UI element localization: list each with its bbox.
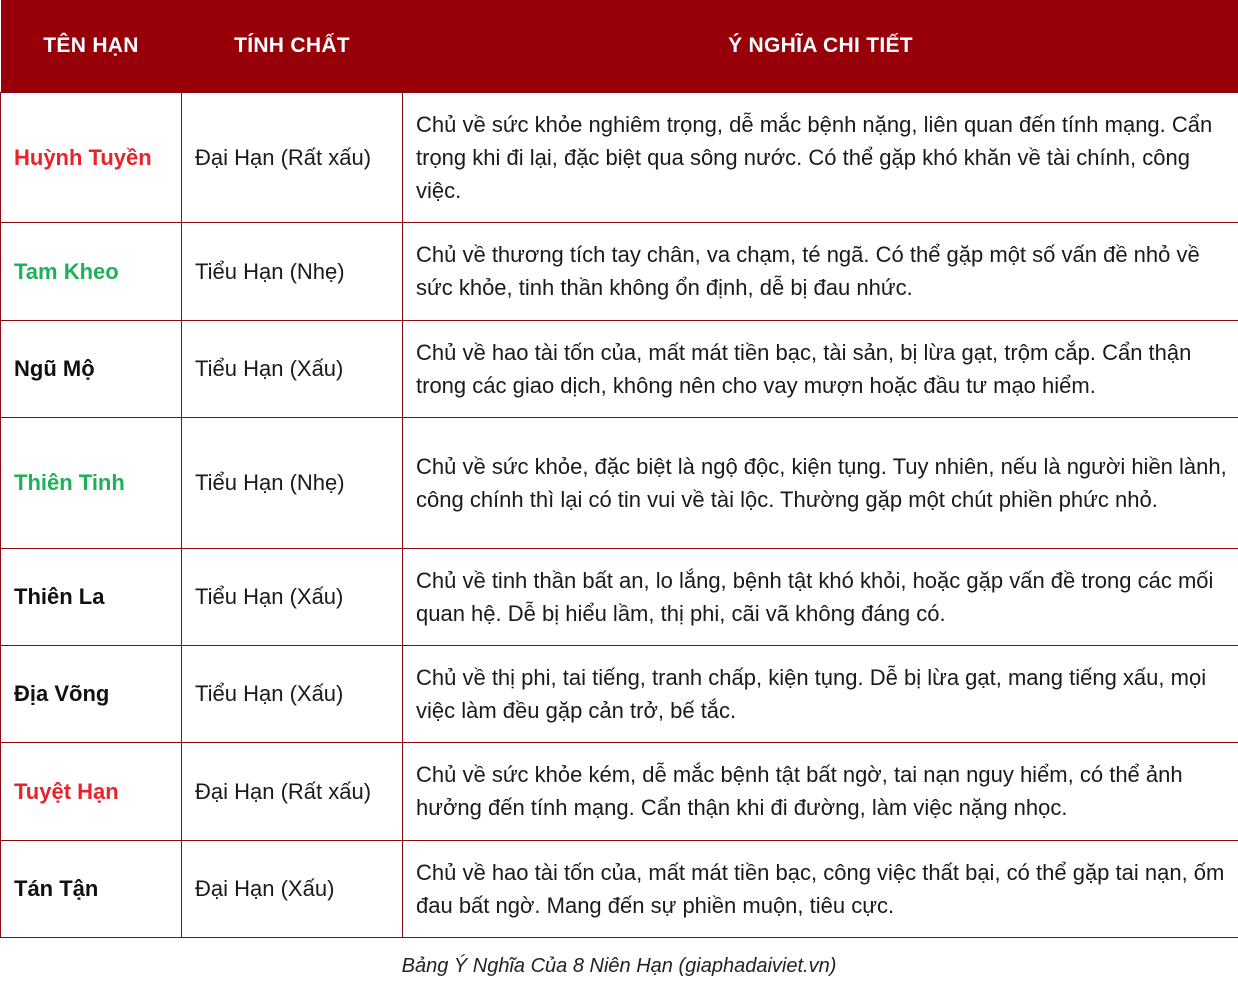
han-meaning: Chủ về hao tài tốn của, mất mát tiền bạc, công việc thất bại, có thể gặp tai nạn, ốm đau bất ngờ. Mang đến sự phiền muộn, tiêu cực. (403, 840, 1238, 937)
han-nature: Đại Hạn (Xấu) (182, 840, 403, 937)
table-row (1, 645, 1238, 742)
table-row (1, 548, 1238, 645)
han-nature: Tiểu Hạn (Xấu) (182, 548, 403, 645)
table-header-row (1, 0, 1238, 92)
han-name: Tán Tận (1, 840, 182, 937)
table-caption: Bảng Ý Nghĩa Của 8 Niên Hạn (giaphadaiviet.vn) (401, 955, 837, 977)
table-row (1, 222, 1238, 320)
table-row (1, 742, 1238, 840)
table-row (1, 92, 1238, 222)
han-meaning: Chủ về sức khỏe kém, dễ mắc bệnh tật bất ngờ, tai nạn nguy hiểm, có thể ảnh hưởng đến tính mạng. Cẩn thận khi đi đường, làm việc nặng nhọc. (403, 742, 1238, 840)
han-nature: Tiểu Hạn (Xấu) (182, 645, 403, 742)
header-name: TÊN HẠN (43, 33, 139, 57)
han-name: Thiên Tinh (1, 417, 182, 548)
han-meaning: Chủ về hao tài tốn của, mất mát tiền bạc, tài sản, bị lừa gạt, trộm cắp. Cẩn thận trong các giao dịch, không nên cho vay mượn hoặc đầu tư mạo hiểm. (403, 320, 1238, 417)
table-row (1, 320, 1238, 417)
han-name: Tam Kheo (1, 222, 182, 320)
table-row (1, 840, 1238, 937)
header-nature: TÍNH CHẤT (234, 33, 350, 57)
han-nature: Đại Hạn (Rất xấu) (182, 742, 403, 840)
han-name: Tuyệt Hạn (1, 742, 182, 840)
han-name: Thiên La (1, 548, 182, 645)
han-name: Huỳnh Tuyền (1, 92, 182, 222)
header-meaning: Ý NGHĨA CHI TIẾT (728, 33, 913, 57)
han-nature: Tiểu Hạn (Nhẹ) (182, 222, 403, 320)
table-row (1, 417, 1238, 548)
han-meaning: Chủ về thị phi, tai tiếng, tranh chấp, kiện tụng. Dễ bị lừa gạt, mang tiếng xấu, mọi việc làm đều gặp cản trở, bế tắc. (403, 645, 1238, 742)
han-nature: Tiểu Hạn (Nhẹ) (182, 417, 403, 548)
han-nature: Đại Hạn (Rất xấu) (182, 92, 403, 222)
han-meaning: Chủ về thương tích tay chân, va chạm, té ngã. Có thể gặp một số vấn đề nhỏ về sức khỏe, tinh thần không ổn định, dễ bị đau nhức. (403, 222, 1238, 320)
han-name: Ngũ Mộ (1, 320, 182, 417)
han-name: Địa Võng (1, 645, 182, 742)
han-nature: Tiểu Hạn (Xấu) (182, 320, 403, 417)
han-meaning: Chủ về sức khỏe nghiêm trọng, dễ mắc bệnh nặng, liên quan đến tính mạng. Cẩn trọng khi đi lại, đặc biệt qua sông nước. Có thể gặp khó khăn về tài chính, công việc. (403, 92, 1238, 222)
han-meaning: Chủ về sức khỏe, đặc biệt là ngộ độc, kiện tụng. Tuy nhiên, nếu là người hiền lành, công chính thì lại có tin vui về tài lộc. Thường gặp một chút phiền phức nhỏ. (403, 417, 1238, 548)
han-meaning: Chủ về tinh thần bất an, lo lắng, bệnh tật khó khỏi, hoặc gặp vấn đề trong các mối quan hệ. Dễ bị hiểu lầm, thị phi, cãi vã không đáng có. (403, 548, 1238, 645)
